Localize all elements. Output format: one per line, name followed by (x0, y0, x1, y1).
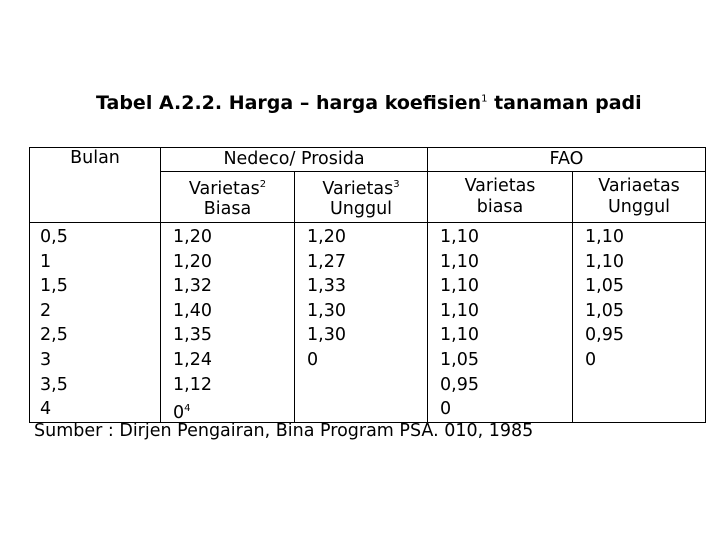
cell-value: 1,05 (440, 349, 479, 370)
cell-value: 1,27 (307, 251, 346, 272)
cell-value: 1 (40, 251, 52, 272)
footnote-mark: 2 (259, 178, 267, 190)
header-label-line2: Unggul (329, 199, 393, 220)
footnote-mark: 3 (393, 178, 400, 190)
cell-value: 1,05 (585, 300, 624, 321)
cell-value: 1,33 (307, 276, 346, 297)
cell-value: 0 (585, 349, 597, 370)
cell-value: 1,10 (585, 227, 624, 247)
cell-value: 1,05 (585, 276, 624, 297)
cell-value: 0 (440, 399, 452, 420)
data-body-row (30, 223, 706, 423)
cell-value: 2 (40, 300, 52, 321)
title-text: Tabel A.2.2. Harga – harga koefisien (96, 92, 482, 114)
cell-value: 1,10 (440, 300, 479, 321)
header-fao: FAO (428, 148, 706, 172)
cell-value: 1,35 (173, 325, 212, 346)
header-nedeco-prosida: Nedeco/ Prosida (161, 148, 428, 172)
cell-value: 1,20 (307, 227, 346, 247)
cell-value: 1,10 (585, 251, 624, 272)
source-note: Sumber : Dirjen Pengairan, Bina Program PSA. 010, 1985 (34, 421, 534, 441)
cell-value: 1,24 (173, 349, 212, 370)
header-label-line1: Varietas (188, 178, 260, 199)
header-fao-varietas-biasa (428, 172, 573, 223)
cell-value: 0,95 (440, 374, 479, 395)
column-fao-unggul (573, 223, 706, 423)
cell-value: 3,5 (40, 374, 68, 395)
header-fao-variaetas-unggul (573, 172, 706, 223)
cell-value: 1,10 (440, 227, 479, 247)
cell-value: 1,10 (440, 251, 479, 272)
cell-value: 3 (40, 349, 52, 370)
cell-value: 1,32 (173, 276, 212, 297)
cell-value: 1,12 (173, 374, 212, 395)
header-bulan: Bulan (30, 148, 161, 223)
cell-value: 1,5 (40, 276, 68, 297)
cell-value: 1,30 (307, 300, 346, 321)
cell-value: 0,95 (585, 325, 624, 346)
header-label-line2: Biasa (203, 199, 252, 220)
footnote-mark: 4 (184, 403, 191, 415)
header-label-line1: Varietas (322, 178, 394, 199)
coefficient-table (29, 147, 706, 423)
header-label-line1: Varietas (464, 176, 536, 196)
title-text-end: tanaman padi (487, 92, 642, 114)
cell-value: 0,5 (40, 227, 68, 247)
cell-value: 1,10 (440, 325, 479, 346)
cell-value: 4 (40, 399, 52, 420)
table-title (96, 92, 642, 114)
cell-value: $0^4$ (173, 402, 191, 423)
header-label-line2: Unggul (607, 197, 671, 217)
header-nedeco-varietas-unggul (295, 172, 428, 223)
cell-value: 1,20 (173, 227, 212, 247)
column-bulan (30, 223, 161, 423)
header-row-groups (30, 148, 706, 172)
title-footnote-mark: 1 (481, 93, 488, 105)
cell-value: 1,20 (173, 251, 212, 272)
cell-value: 2,5 (40, 325, 68, 346)
cell-value: 1,30 (307, 325, 346, 346)
column-fao-biasa (428, 223, 573, 423)
header-label-line2: biasa (476, 197, 524, 217)
column-nedeco-biasa (161, 223, 295, 423)
cell-value: 0 (307, 349, 319, 370)
header-label-line1: Variaetas (598, 176, 680, 196)
cell-value: 1,10 (440, 276, 479, 297)
header-nedeco-varietas-biasa (161, 172, 295, 223)
column-nedeco-unggul (295, 223, 428, 423)
cell-value: 1,40 (173, 300, 212, 321)
